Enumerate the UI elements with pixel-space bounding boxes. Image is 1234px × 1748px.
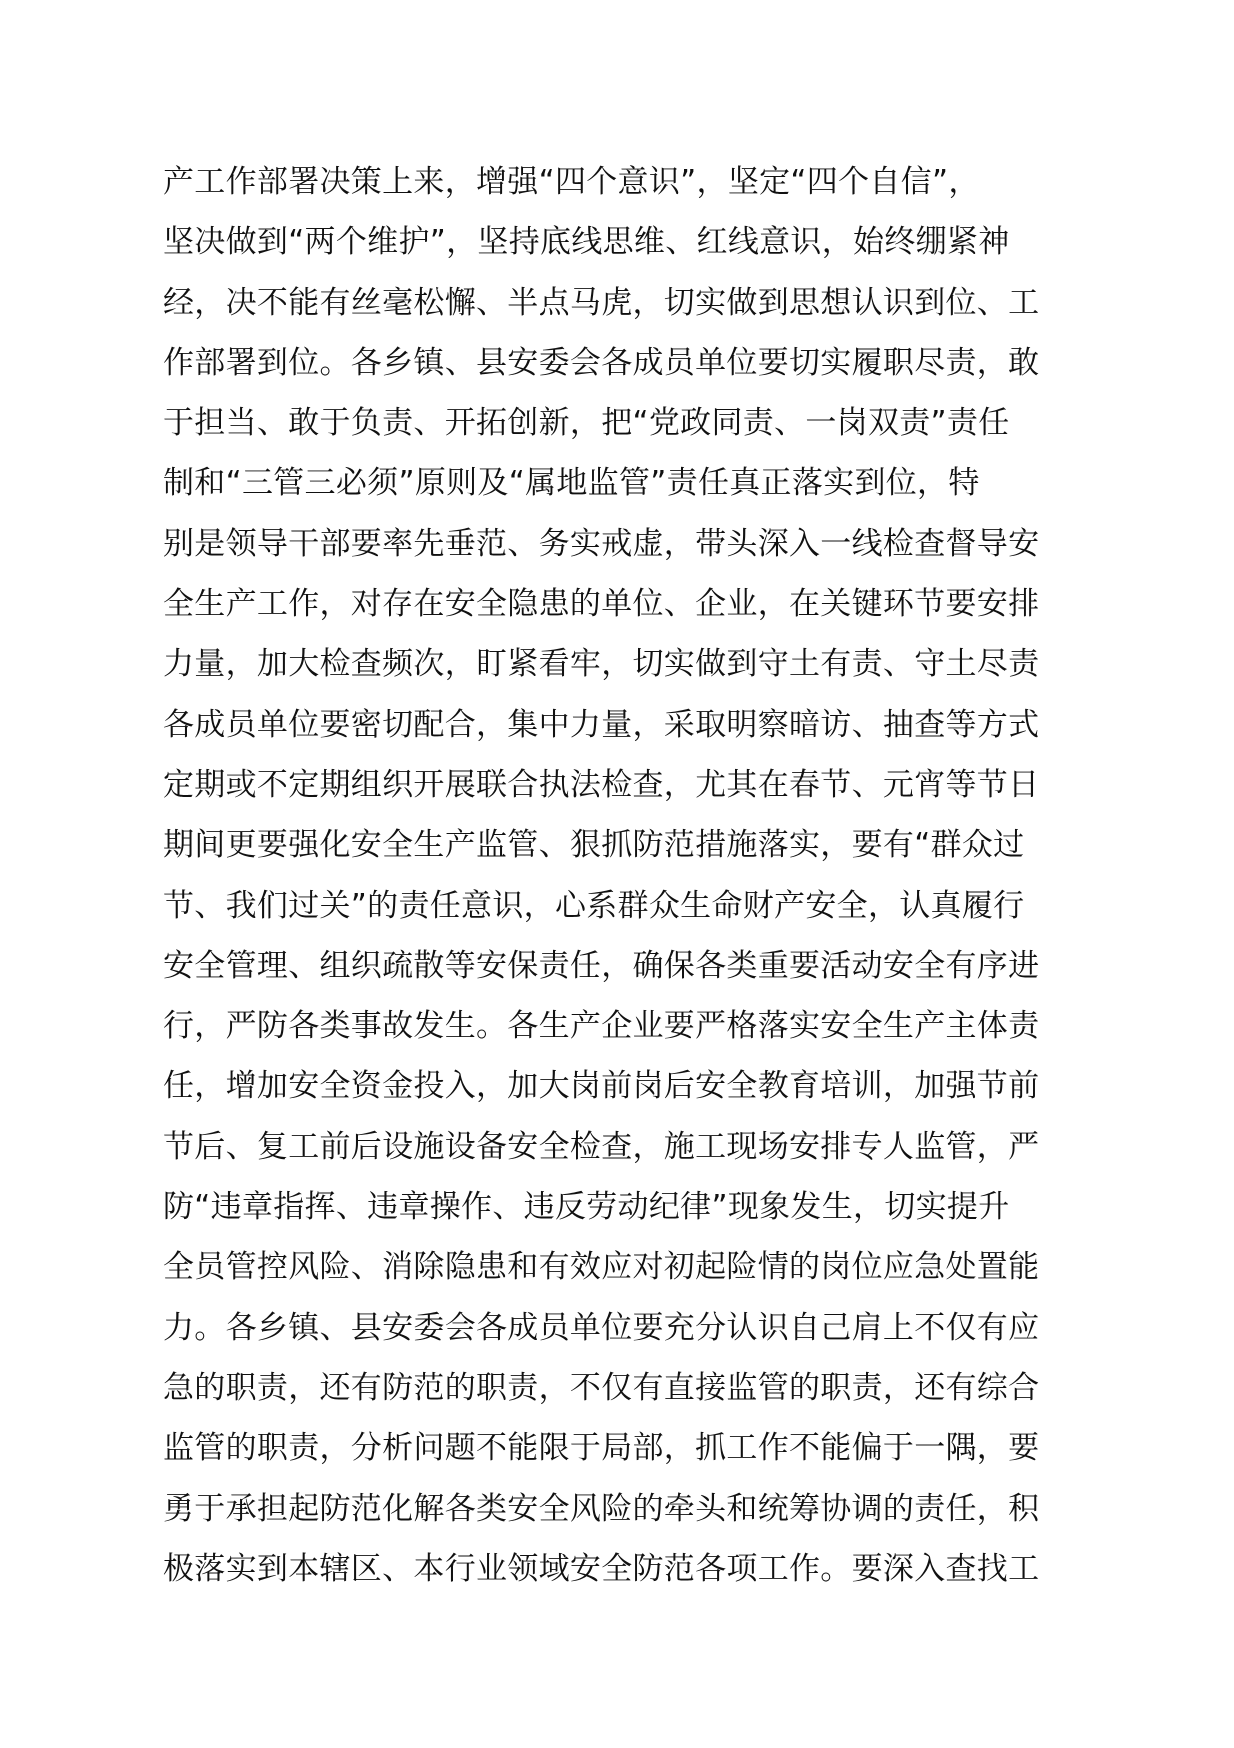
body-paragraph xyxy=(163,152,1123,1599)
text-line-14: 安全管理、组织疏散等安保责任，确保各类重要活动安全有序进 xyxy=(163,947,1040,984)
text-line-13: 节、我们过关”的责任意识，心系群众生命财产安全，认真履行 xyxy=(163,887,1025,924)
text-line-5: 于担当、敢于负责、开拓创新，把“党政同责、一岗双责”责任 xyxy=(163,405,1010,442)
text-line-24: 极落实到本辖区、本行业领域安全防范各项工作。要深入查找工 xyxy=(163,1550,1040,1587)
text-line-17: 节后、复工前后设施设备安全检查，施工现场安排专人监管，严 xyxy=(163,1128,1040,1165)
text-line-4: 作部署到位。各乡镇、县安委会各成员单位要切实履职尽责，敢 xyxy=(163,344,1040,381)
text-line-18: 防“违章指挥、违章操作、违反劳动纪律”现象发生，切实提升 xyxy=(163,1189,1010,1226)
text-line-11: 定期或不定期组织开展联合执法检查，尤其在春节、元宵等节日 xyxy=(163,766,1040,803)
text-line-16: 任，增加安全资金投入，加大岗前岗后安全教育培训，加强节前 xyxy=(163,1068,1040,1105)
text-line-10: 各成员单位要密切配合，集中力量，采取明察暗访、抽查等方式 xyxy=(163,706,1040,743)
text-line-6: 制和“三管三必须”原则及“属地监管”责任真正落实到位，特 xyxy=(163,465,980,502)
text-line-21: 急的职责，还有防范的职责，不仅有直接监管的职责，还有综合 xyxy=(163,1369,1040,1406)
text-line-23: 勇于承担起防范化解各类安全风险的牵头和统筹协调的责任，积 xyxy=(163,1490,1040,1527)
text-line-20: 力。各乡镇、县安委会各成员单位要充分认识自己肩上不仅有应 xyxy=(163,1309,1040,1346)
text-line-1: 产工作部署决策上来，增强“四个意识”，坚定“四个自信”， xyxy=(163,164,980,200)
text-line-2: 坚决做到“两个维护”，坚持底线思维、红线意识，始终绷紧神 xyxy=(163,224,1010,261)
text-line-12: 期间更要强化安全生产监管、狠抓防范措施落实，要有“群众过 xyxy=(163,827,1025,864)
text-line-7: 别是领导干部要率先垂范、务实戒虚，带头深入一线检查督导安 xyxy=(163,525,1040,562)
text-line-19: 全员管控风险、消除隐患和有效应对初起险情的岗位应急处置能 xyxy=(163,1249,1040,1286)
text-line-3: 经，决不能有丝毫松懈、半点马虎，切实做到思想认识到位、工 xyxy=(163,284,1040,321)
text-line-15: 行，严防各类事故发生。各生产企业要严格落实安全生产主体责 xyxy=(163,1008,1040,1045)
text-line-22: 监管的职责，分析问题不能限于局部，抓工作不能偏于一隅，要 xyxy=(163,1430,1040,1467)
text-line-8: 全生产工作，对存在安全隐患的单位、企业，在关键环节要安排 xyxy=(163,586,1040,623)
text-line-9: 力量，加大检查频次，盯紧看牢，切实做到守土有责、守土尽责 xyxy=(163,646,1040,683)
